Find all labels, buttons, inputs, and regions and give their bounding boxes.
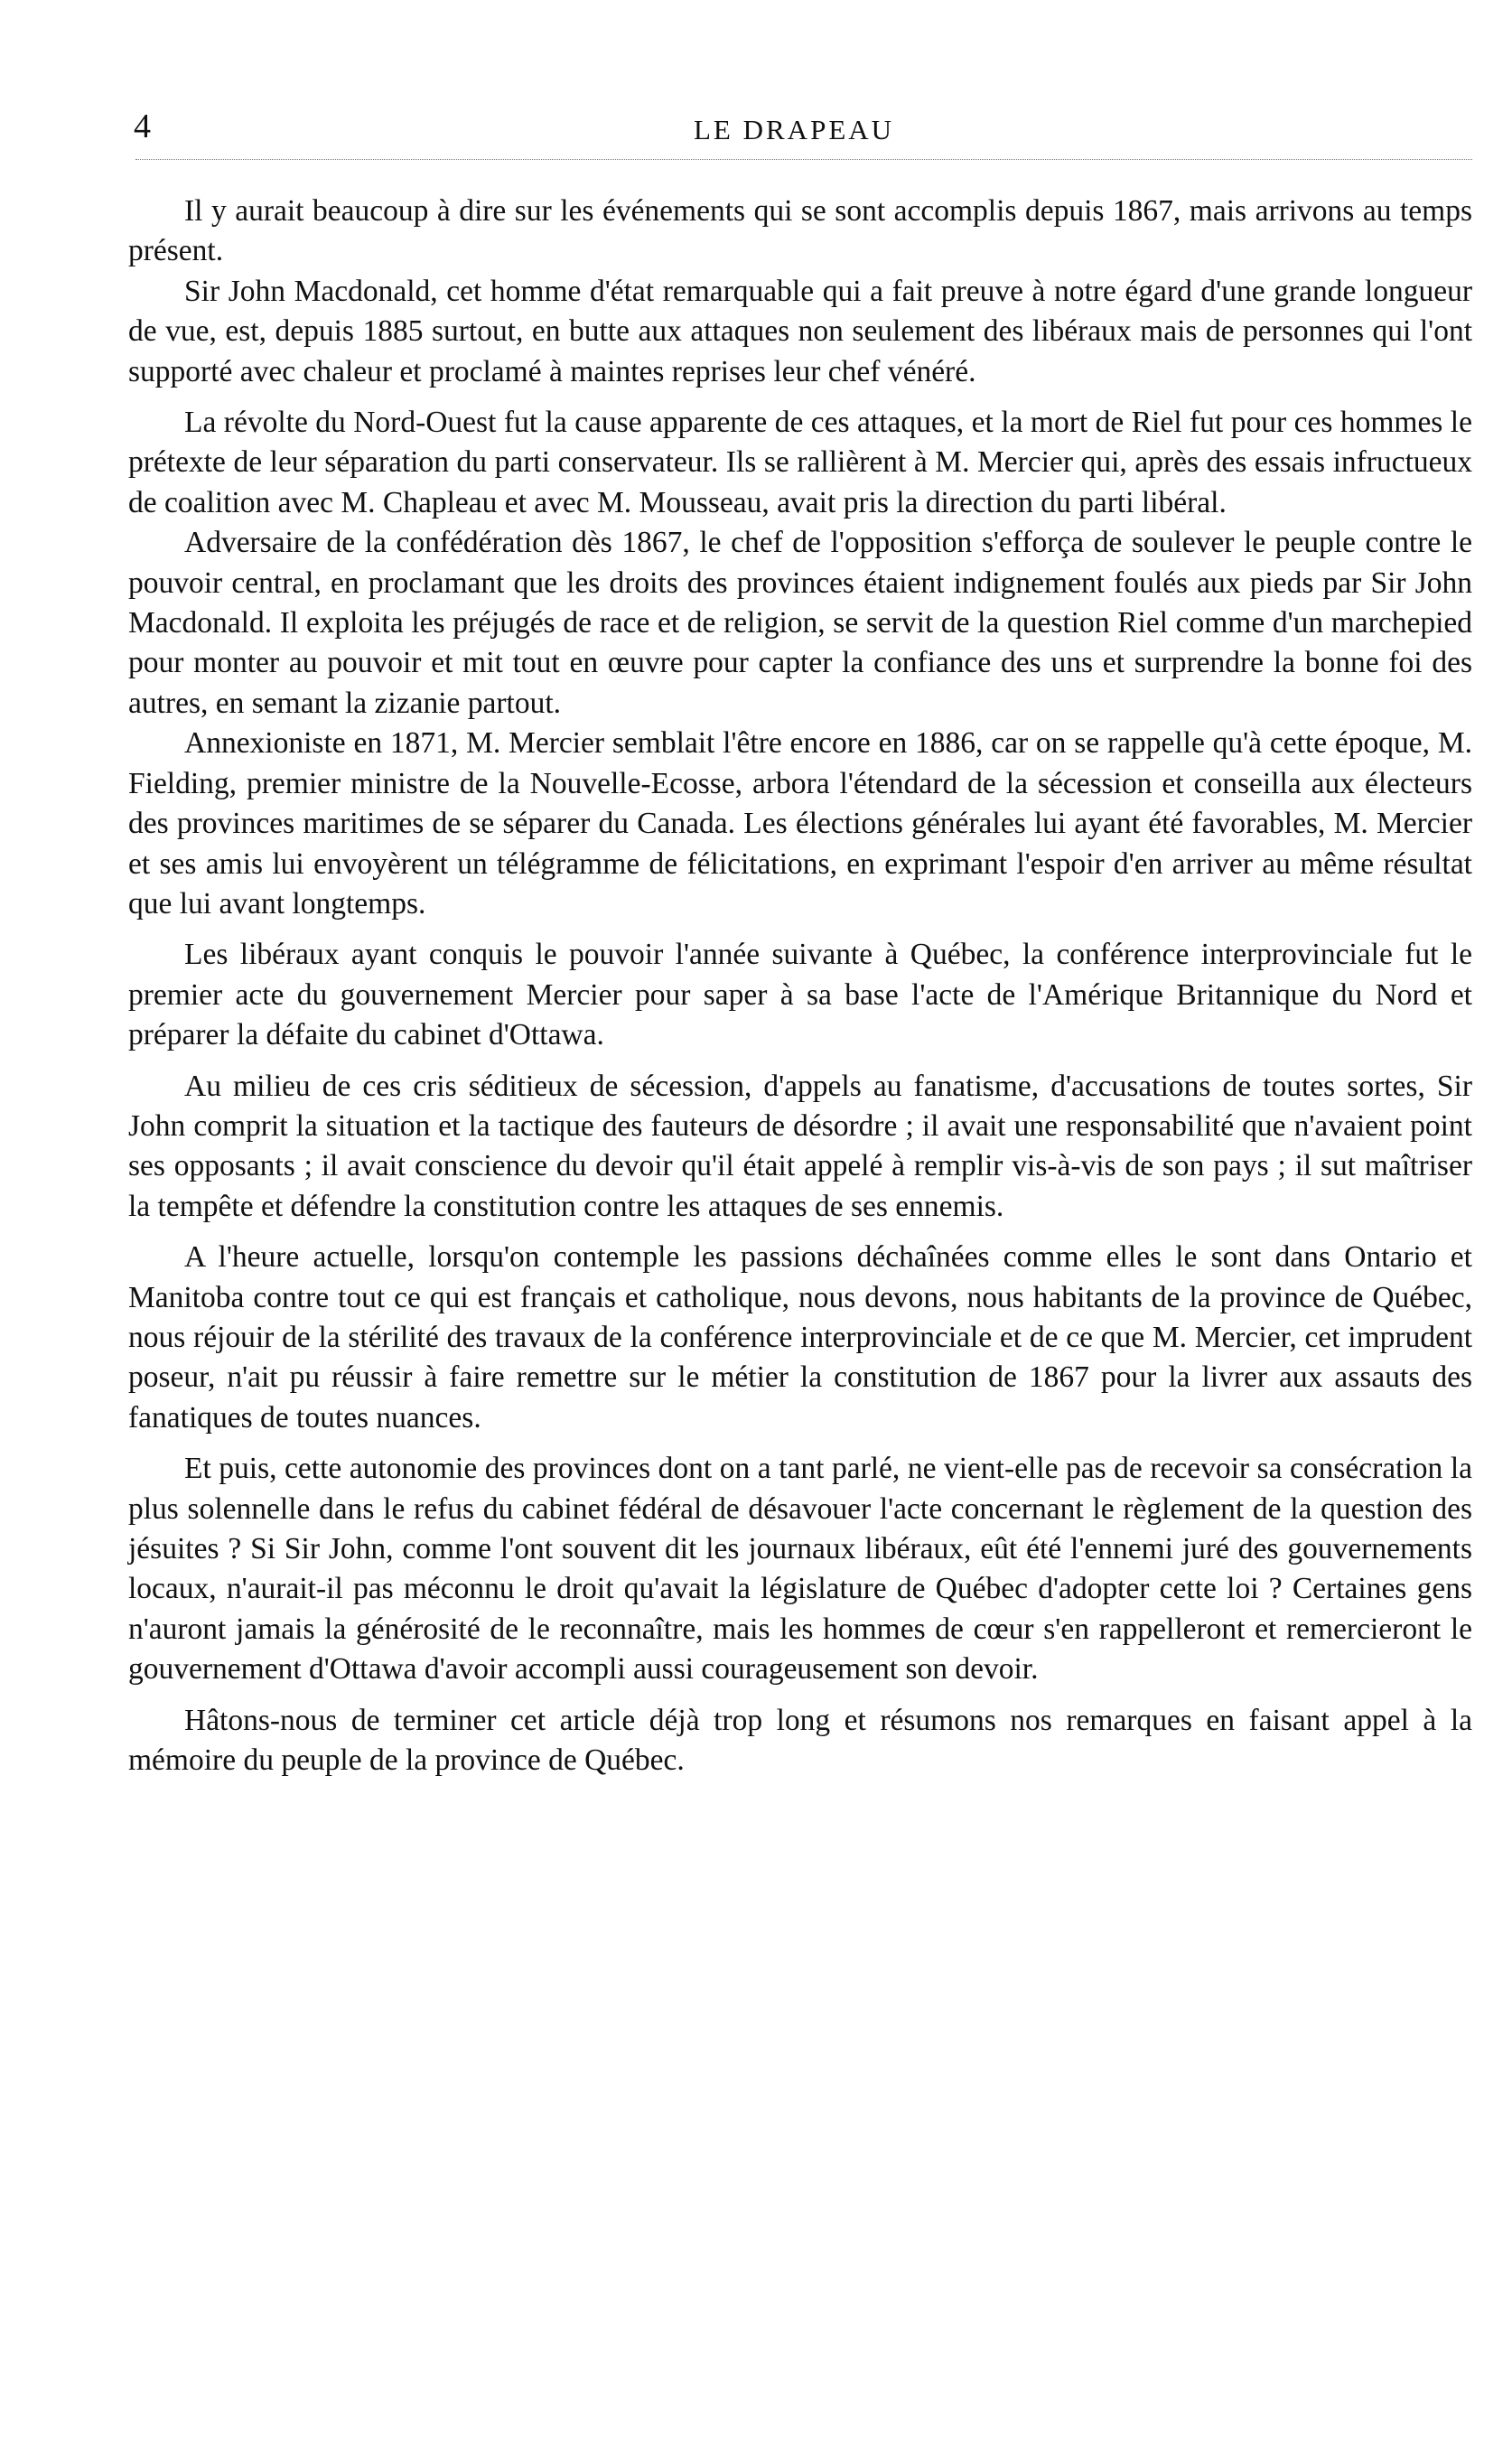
- paragraph-6: Les libéraux ayant conquis le pouvoir l'année suivante à Québec, la conférence interprovinciale fut le premier acte du gouvernement Mercier pour saper à sa base l'acte de l'Amérique Britannique du Nord et préparer la défaite du cabinet d'Ottawa.: [128, 938, 1472, 1052]
- paragraph-5: Annexioniste en 1871, M. Mercier semblait l'être encore en 1886, car on se rappelle qu'à cette époque, M. Fielding, premier ministre de la Nouvelle-Ecosse, arbora l'étendard de la sécession et conseilla aux électeurs des provinces maritimes de se séparer du Canada. Les élections générales lui ayant été favorables, M. Mercier et ses amis lui envoyèrent un télégramme de félicitations, en exprimant l'espoir d'en arriver au même résultat que lui avant longtemps.: [128, 726, 1472, 921]
- paragraph-7: Au milieu de ces cris séditieux de sécession, d'appels au fanatisme, d'accusations de toutes sortes, Sir John comprit la situation et la tactique des fauteurs de désordre ; il avait une responsabilité que n'avaient point ses opposants ; il avait conscience du devoir qu'il était appelé à remplir vis-à-vis de son pays ; il sut maîtriser la tempête et défendre la constitution contre les attaques de ses ennemis.: [128, 1069, 1472, 1223]
- running-title: LE DRAPEAU: [694, 114, 895, 145]
- paragraph-1: Il y aurait beaucoup à dire sur les événements qui se sont accomplis depuis 1867, mais arrivons au temps présent.: [128, 194, 1472, 268]
- paragraph-3: La révolte du Nord-Ouest fut la cause apparente de ces attaques, et la mort de Riel fut pour ces hommes le prétexte de leur séparation du parti conservateur. Ils se rallièrent à M. Mercier qui, après des essais infructueux de coalition avec M. Chapleau et avec M. Mousseau, avait pris la direction du parti libéral.: [128, 406, 1472, 519]
- paragraph-9: Et puis, cette autonomie des provinces dont on a tant parlé, ne vient-elle pas de recevoir sa consécration la plus solennelle dans le refus du cabinet fédéral de désavouer l'acte concernant le règlement de la question des jésuites ? Si Sir John, comme l'ont souvent dit les journaux libéraux, eût été l'ennemi juré des gouvernements locaux, n'aurait-il pas méconnu le droit qu'avait la législature de Québec d'adopter cette loi ? Certaines gens n'auront jamais la générosité de le reconnaître, mais les hommes de cœur s'en rappelleront et remercieront le gouvernement d'Ottawa d'avoir accompli aussi courageusement son devoir.: [128, 1452, 1472, 1687]
- header-divider: [135, 159, 1472, 160]
- paragraph-4: Adversaire de la confédération dès 1867, le chef de l'opposition s'efforça de soulever le peuple contre le pouvoir central, en proclamant que les droits des provinces étaient indignement foulés aux pieds par Sir John Macdonald. Il exploita les préjugés de race et de religion, se servit de la question Riel comme d'un marchepied pour monter au pouvoir et mit tout en œuvre pour capter la confiance des uns et surprendre la bonne foi des autres, en semant la zizanie partout.: [128, 526, 1472, 720]
- page-header: [134, 107, 1362, 152]
- paragraph-8: A l'heure actuelle, lorsqu'on contemple les passions déchaînées comme elles le sont dans Ontario et Manitoba contre tout ce qui est français et catholique, nous devons, nous habitants de la province de Québec, nous réjouir de la stérilité des travaux de la conférence interprovinciale et de ce que M. Mercier, cet imprudent poseur, n'ait pu réussir à faire remettre sur le métier la constitution de 1867 pour la livrer aux assauts des fanatiques de toutes nuances.: [128, 1240, 1472, 1435]
- paragraph-2: Sir John Macdonald, cet homme d'état remarquable qui a fait preuve à notre égard d'une grande longueur de vue, est, depuis 1885 surtout, en butte aux attaques non seulement des libéraux mais de personnes qui l'ont supporté avec chaleur et proclamé à maintes reprises leur chef vénéré.: [128, 274, 1472, 388]
- paragraph-10: Hâtons-nous de terminer cet article déjà trop long et résumons nos remarques en faisant appel à la mémoire du peuple de la province de Québec.: [128, 1703, 1472, 1778]
- article-body: [128, 192, 1472, 1780]
- page-number: 4: [134, 107, 151, 145]
